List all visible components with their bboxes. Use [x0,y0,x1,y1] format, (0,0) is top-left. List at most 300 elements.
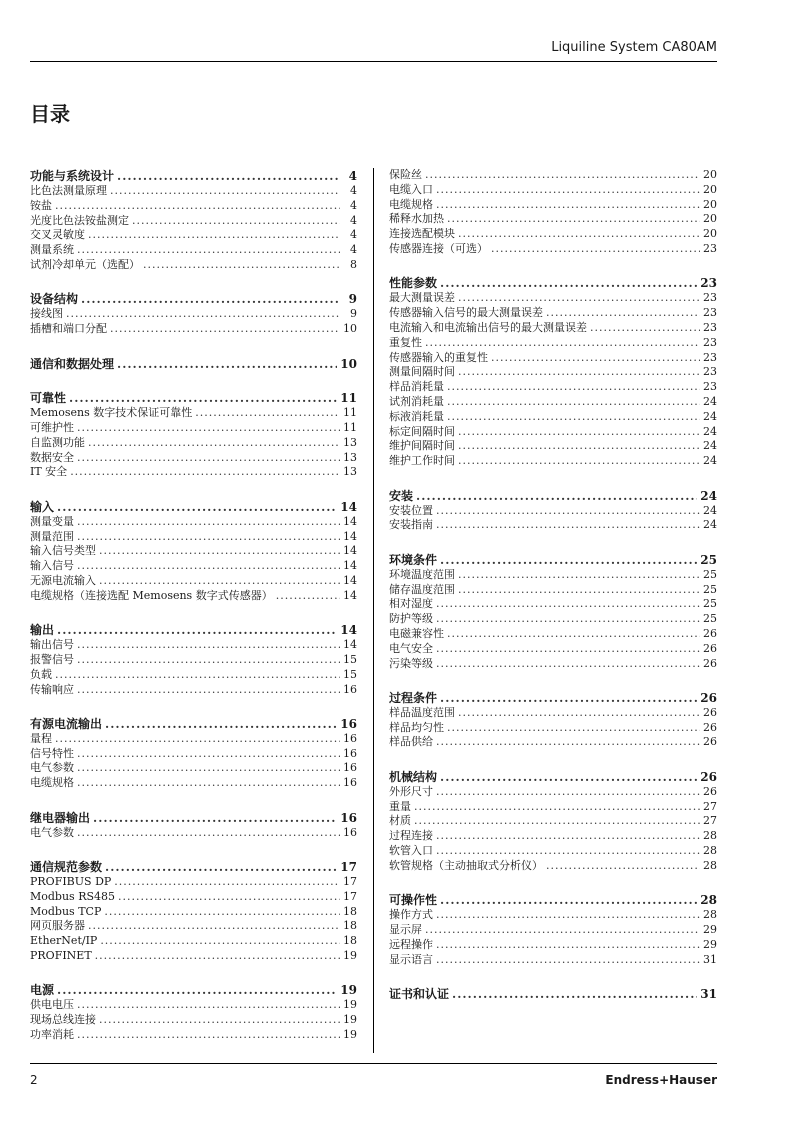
toc-section-heading[interactable] [389,986,717,1002]
page-ref: 16 [343,746,357,760]
page-ref: 13 [343,450,357,464]
toc-entry[interactable] [30,638,357,653]
dot-leader [436,198,700,213]
toc-entry[interactable] [389,642,717,657]
section-title: 安装 [389,488,414,503]
toc-entry[interactable] [30,406,357,421]
dot-leader [77,451,340,466]
entry-label: 电磁兼容性 [389,626,444,640]
toc-entry[interactable] [30,919,357,934]
page-ref: 17 [343,875,357,889]
page-ref: 28 [700,893,717,908]
toc-section-heading[interactable] [389,488,717,504]
dot-leader [104,905,340,920]
dot-leader [55,732,340,747]
toc-entry[interactable] [30,258,357,273]
page-ref: 8 [350,257,357,271]
entry-label: 比色法测量原理 [30,184,107,197]
page-ref: 26 [700,690,717,705]
entry-label: 电气参数 [30,825,74,839]
entry-label: 数据安全 [30,450,74,464]
toc-entry[interactable] [389,291,717,306]
entry-label: 电缆规格 [30,776,74,790]
toc-entry[interactable] [389,583,717,598]
page-ref: 31 [703,952,717,966]
toc-entry[interactable] [30,890,357,905]
page-number: 2 [30,1073,38,1087]
toc-entry[interactable] [389,627,717,642]
toc-entry[interactable] [30,761,357,776]
toc-entry[interactable] [389,953,717,968]
dot-leader [77,761,340,776]
toc-entry[interactable] [389,168,717,183]
toc-entry[interactable] [389,425,717,440]
page-ref: 16 [340,716,357,731]
page-ref: 4 [350,184,357,197]
toc-entry[interactable] [389,800,717,815]
page-ref: 25 [700,552,717,567]
entry-label: 材质 [389,814,411,828]
toc-entry[interactable] [389,597,717,612]
section-title: 设备结构 [30,292,79,307]
toc-entry[interactable] [30,451,357,466]
entry-label: 标液消耗量 [389,409,444,423]
toc-section [389,168,717,257]
toc-entry[interactable] [30,559,357,574]
toc-entry[interactable] [389,439,717,454]
page-ref: 28 [703,908,717,922]
toc-left-column [30,168,357,1043]
section-title: 电源 [30,983,55,998]
toc-entry[interactable] [30,668,357,683]
entry-label: 样品均匀性 [389,720,444,734]
dot-leader [436,642,700,657]
toc-section-heading[interactable] [30,859,357,875]
page-ref: 25 [703,582,717,596]
page-ref: 20 [703,197,717,211]
entry-label: 测量变量 [30,514,74,528]
dot-leader [95,949,340,964]
toc-entry[interactable] [30,776,357,791]
toc-entry[interactable] [389,923,717,938]
page-ref: 31 [700,987,717,1002]
toc-entry[interactable] [389,351,717,366]
entry-label: 现场总线连接 [30,1013,96,1027]
page-ref: 11 [343,420,357,434]
toc-entry[interactable] [30,732,357,747]
toc-entry[interactable] [389,321,717,336]
toc-entry[interactable] [389,735,717,750]
dot-leader [458,568,700,583]
toc-entry[interactable] [30,875,357,890]
dot-leader [77,421,340,436]
entry-label: 传感器连接（可选） [389,241,488,255]
entry-label: 量程 [30,731,52,745]
dot-leader [436,183,700,198]
toc-entry[interactable] [389,908,717,923]
section-title: 继电器输出 [30,810,91,825]
section-title: 可操作性 [389,893,438,908]
toc-section-heading[interactable] [389,552,717,568]
toc-entry[interactable] [389,657,717,672]
page-ref: 14 [343,638,357,652]
dot-leader [425,168,700,183]
entry-label: 交叉灵敏度 [30,228,85,242]
entry-label: 环境温度范围 [389,567,455,581]
dot-leader [436,908,700,923]
toc-entry[interactable] [30,515,357,530]
toc-section-heading[interactable] [389,275,717,291]
page-ref: 14 [343,529,357,543]
section-title: 通信和数据处理 [30,356,115,371]
dot-leader [117,168,340,184]
entry-label: 无源电流输入 [30,573,96,587]
section-title: 可靠性 [30,391,67,406]
page-ref: 14 [340,623,357,638]
toc-section [30,356,357,372]
section-title: 有源电流输出 [30,716,103,731]
page-ref: 26 [703,784,717,798]
toc-entry[interactable] [30,653,357,668]
toc-entry[interactable] [389,336,717,351]
page-ref: 13 [343,465,357,479]
toc-entry[interactable] [389,844,717,859]
toc-entry[interactable] [30,905,357,920]
toc-section [389,986,717,1002]
toc-entry[interactable] [30,949,357,964]
page-ref: 27 [703,814,717,828]
entry-label: 网页服务器 [30,919,85,933]
page-ref: 24 [703,424,717,438]
toc-entry[interactable] [30,747,357,762]
page-ref: 18 [343,904,357,918]
dot-leader [81,291,340,307]
page-ref: 4 [350,243,357,257]
dot-leader [132,214,340,229]
toc-section [30,859,357,964]
dot-leader [425,923,700,938]
toc-entry[interactable] [30,307,357,322]
toc-entry[interactable] [30,214,357,229]
dot-leader [414,814,700,829]
toc-entry[interactable] [389,198,717,213]
dot-leader [77,683,340,698]
toc-section [389,769,717,874]
dot-leader [118,890,340,905]
page-ref: 27 [703,799,717,813]
entry-label: 维护工作时间 [389,454,455,468]
toc-entry[interactable] [389,568,717,583]
entry-label: 功率消耗 [30,1028,74,1042]
dot-leader [77,747,340,762]
dot-leader [447,395,700,410]
page-ref: 25 [703,567,717,581]
toc-entry[interactable] [389,227,717,242]
page-ref: 24 [703,518,717,532]
page-ref: 24 [703,439,717,453]
page-ref: 26 [703,705,717,719]
entry-label: Modbus TCP [30,904,102,918]
page-ref: 14 [343,544,357,558]
entry-label: 信号特性 [30,746,74,760]
dot-leader [458,425,700,440]
entry-label: 储存温度范围 [389,582,455,596]
page-ref: 14 [343,514,357,528]
page-ref: 19 [343,949,357,963]
entry-label: 电缆规格 [389,197,433,211]
entry-label: 铵盐 [30,198,52,212]
toc-section [30,716,357,791]
section-title: 环境条件 [389,552,438,567]
dot-leader [458,291,700,306]
page-ref: 29 [703,923,717,937]
toc-section [389,892,717,967]
toc-entry[interactable] [389,365,717,380]
toc-entry[interactable] [30,826,357,841]
toc-entry[interactable] [389,938,717,953]
page-ref: 26 [703,641,717,655]
dot-leader [77,998,340,1013]
toc-entry[interactable] [389,612,717,627]
dot-leader [57,622,337,638]
dot-leader [110,322,340,337]
page-ref: 19 [343,1028,357,1042]
toc-entry[interactable] [30,574,357,589]
entry-label: 输入信号 [30,559,74,573]
page-ref: 26 [703,656,717,670]
toc-section [389,552,717,672]
page-ref: 4 [350,213,357,227]
dot-leader [93,810,337,826]
page-ref: 26 [703,626,717,640]
page-ref: 28 [703,844,717,858]
toc-section [30,810,357,841]
toc-entry[interactable] [389,721,717,736]
page-ref: 9 [348,292,357,307]
entry-label: 测量范围 [30,529,74,543]
toc-entry[interactable] [389,504,717,519]
entry-label: 标定间隔时间 [389,424,455,438]
dot-leader [425,336,700,351]
toc-entry[interactable] [389,454,717,469]
entry-label: 电气参数 [30,761,74,775]
brand-name: Endress+Hauser [605,1073,717,1087]
section-title: 输出 [30,623,55,638]
page-ref: 23 [703,335,717,349]
dot-leader [77,515,340,530]
dot-leader [70,465,340,480]
toc-entry[interactable] [30,184,357,199]
entry-label: 最大测量误差 [389,291,455,305]
toc-entry[interactable] [389,212,717,227]
entry-label: 光度比色法铵盐测定 [30,213,129,227]
toc-entry[interactable] [30,934,357,949]
section-title: 性能参数 [389,276,438,291]
page-ref: 23 [703,291,717,305]
page-ref: 11 [340,391,357,406]
toc-right-column [389,168,717,1002]
toc-entry[interactable] [30,199,357,214]
entry-label: 测量系统 [30,243,74,257]
toc-entry[interactable] [389,395,717,410]
header-divider [30,61,717,62]
page-ref: 20 [703,212,717,226]
toc-entry[interactable] [389,183,717,198]
dot-leader [491,242,700,257]
dot-leader [88,228,340,243]
dot-leader [99,574,340,589]
toc-section-heading[interactable] [389,690,717,706]
dot-leader [66,307,340,322]
entry-label: 安装位置 [389,503,433,517]
toc-entry[interactable] [389,518,717,533]
toc-section-heading[interactable] [30,622,357,638]
toc-entry[interactable] [30,243,357,258]
dot-leader [117,356,337,372]
toc-entry[interactable] [389,814,717,829]
document-title: Liquiline System CA80AM [551,40,717,55]
toc-entry[interactable] [30,998,357,1013]
dot-leader [143,258,340,273]
page-ref: 23 [703,241,717,255]
toc-section-heading[interactable] [30,291,357,307]
page-ref: 25 [703,612,717,626]
toc-section-heading[interactable] [30,499,357,515]
toc-entry[interactable] [30,589,357,604]
dot-leader [458,365,700,380]
toc-entry[interactable] [30,228,357,243]
page-ref: 14 [343,588,357,602]
page-ref: 18 [343,919,357,933]
entry-label: EtherNet/IP [30,934,98,948]
toc-entry[interactable] [389,859,717,874]
page-ref: 23 [703,365,717,379]
toc-entry[interactable] [30,1013,357,1028]
dot-leader [105,716,337,732]
entry-label: 电缆入口 [389,182,433,196]
toc-section [389,275,717,469]
entry-label: 稀释水加热 [389,212,444,226]
entry-label: 传感器输入的重复性 [389,350,488,364]
dot-leader [114,875,340,890]
dot-leader [447,380,700,395]
dot-leader [436,785,700,800]
toc-section-heading[interactable] [389,769,717,785]
dot-leader [77,826,340,841]
dot-leader [447,627,700,642]
entry-label: 样品温度范围 [389,705,455,719]
entry-label: 显示语言 [389,952,433,966]
dot-leader [100,934,340,949]
dot-leader [77,776,340,791]
toc-entry[interactable] [30,465,357,480]
toc-entry[interactable] [30,683,357,698]
toc-entry[interactable] [389,785,717,800]
page-ref: 24 [700,488,717,503]
toc-section-heading[interactable] [30,716,357,732]
toc-entry[interactable] [30,1028,357,1043]
toc-section [30,499,357,604]
page-ref: 17 [340,860,357,875]
entry-label: 相对湿度 [389,597,433,611]
dot-leader [88,436,340,451]
toc-section [30,982,357,1042]
toc-section-heading[interactable] [30,810,357,826]
toc-entry[interactable] [30,544,357,559]
page-ref: 16 [343,682,357,696]
page-ref: 24 [703,503,717,517]
toc-section-heading[interactable] [30,168,357,184]
dot-leader [195,406,340,421]
page-ref: 13 [343,435,357,449]
toc-entry[interactable] [389,242,717,257]
toc-entry[interactable] [30,421,357,436]
page-ref: 18 [343,934,357,948]
dot-leader [110,184,340,199]
page-ref: 14 [343,573,357,587]
dot-leader [452,986,697,1002]
entry-label: 过程连接 [389,829,433,843]
dot-leader [436,938,700,953]
entry-label: 供电电压 [30,998,74,1012]
entry-label: 重量 [389,799,411,813]
entry-label: 防护等级 [389,612,433,626]
dot-leader [436,612,700,627]
entry-label: 重复性 [389,335,422,349]
toc-entry[interactable] [389,380,717,395]
toc-section [30,168,357,273]
page-ref: 11 [343,406,357,420]
toc-entry[interactable] [389,829,717,844]
toc-section-heading[interactable] [30,356,357,372]
toc-entry[interactable] [30,530,357,545]
entry-label: Modbus RS485 [30,889,116,903]
page-ref: 14 [340,499,357,514]
page-ref: 28 [703,829,717,843]
dot-leader [416,488,697,504]
dot-leader [77,559,340,574]
page-title: 目录 [30,102,70,126]
page-ref: 4 [350,198,357,212]
entry-label: 外形尺寸 [389,784,433,798]
page-ref: 19 [343,1013,357,1027]
page-ref: 29 [703,937,717,951]
toc-entry[interactable] [30,436,357,451]
toc-section-heading[interactable] [389,892,717,908]
section-title: 输入 [30,499,55,514]
dot-leader [458,439,700,454]
dot-leader [436,597,700,612]
toc-section-heading[interactable] [30,390,357,406]
toc-section-heading[interactable] [30,982,357,998]
toc-entry[interactable] [389,306,717,321]
entry-label: 负载 [30,667,52,681]
dot-leader [436,829,700,844]
dot-leader [105,859,337,875]
entry-label: 样品供给 [389,735,433,749]
toc-entry[interactable] [30,322,357,337]
dot-leader [99,544,340,559]
entry-label: 电气安全 [389,641,433,655]
toc-entry[interactable] [389,410,717,425]
dot-leader [491,351,700,366]
toc-entry[interactable] [389,706,717,721]
entry-label: 软管入口 [389,844,433,858]
dot-leader [55,199,340,214]
dot-leader [546,306,700,321]
page-ref: 4 [350,228,357,242]
entry-label: 传感器输入信号的最大测量误差 [389,306,543,320]
